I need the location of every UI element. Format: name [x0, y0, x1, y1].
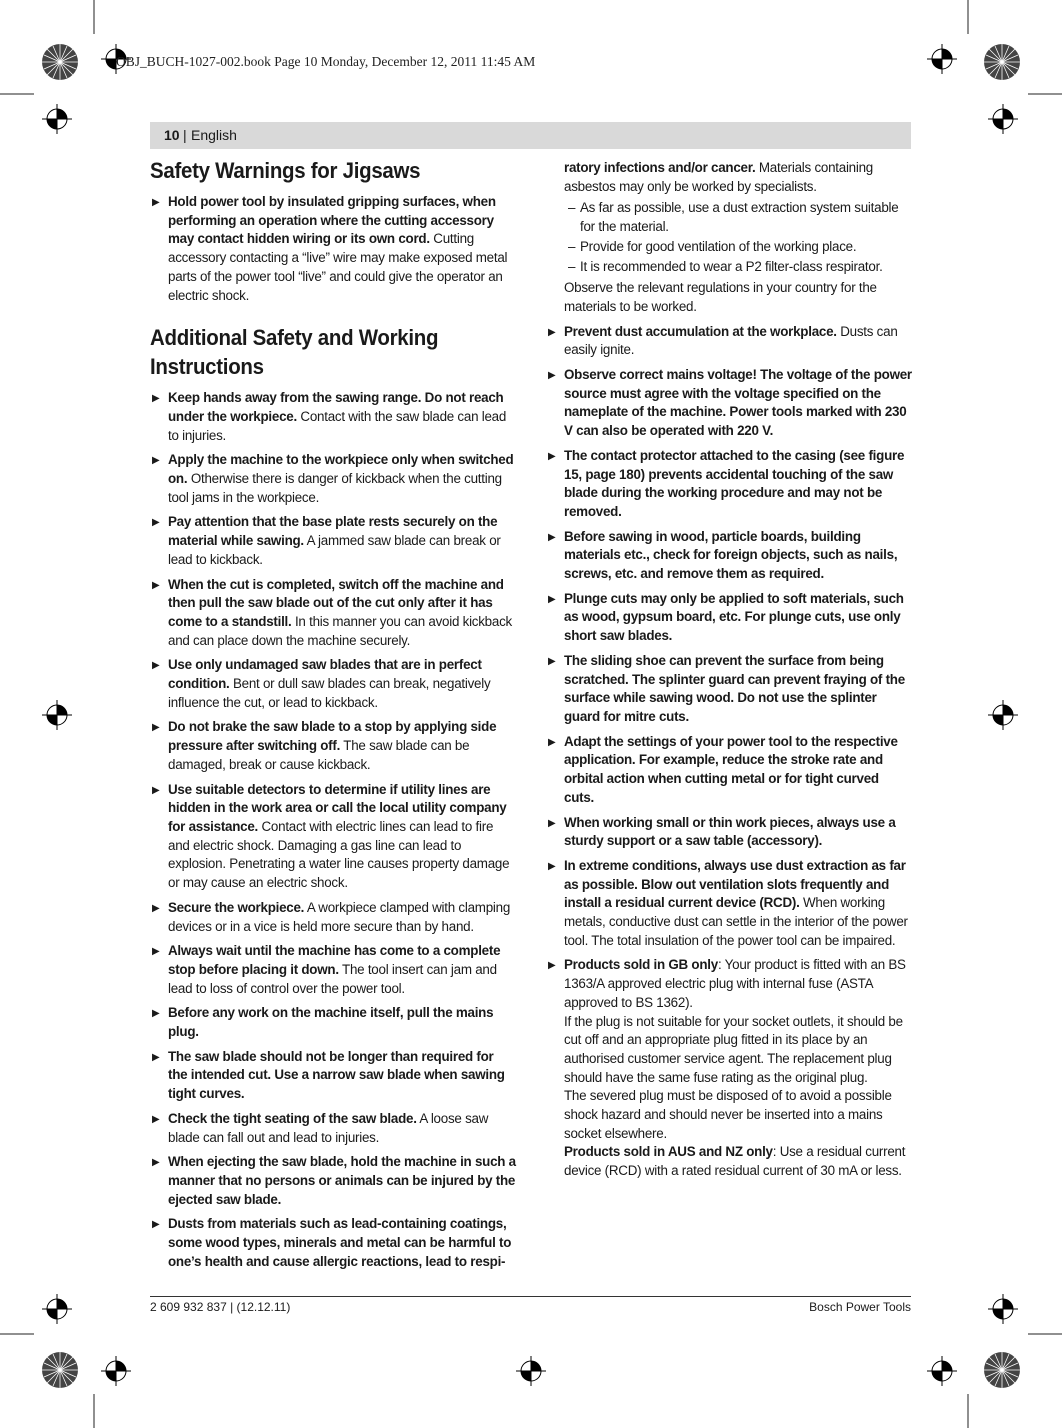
- list-item: ▶ Before any work on the machine itself, pull the mains plug.: [150, 1004, 516, 1041]
- observe-paragraph: Observe the relevant regulations in your country for the materials to be worked.: [564, 280, 877, 314]
- starburst-mark-icon: [982, 42, 1022, 82]
- list-item: ▶ Before sawing in wood, particle boards, building materials etc., check for foreign objects, such as nails, screws, etc. and remove them as required.: [546, 528, 912, 584]
- registration-target-icon: [516, 1356, 546, 1386]
- registration-target-icon: [42, 700, 72, 730]
- registration-target-icon: [42, 104, 72, 134]
- gb-plug-paragraph: If the plug is not suitable for your socket outlets, it should be cut off and an appropriate plug fitted in its place by an authorised customer service agent. The replacement plug should have the same fuse rating as the original plug.: [564, 1013, 903, 1085]
- starburst-mark-icon: [40, 42, 80, 82]
- list-item: ▶ Secure the workpiece. A workpiece clamped with clamping devices or in a vice is held more secure than by hand.: [150, 899, 516, 936]
- dash-item: – Provide for good ventilation of the working place.: [546, 238, 912, 257]
- footer-doc-number: 2 609 932 837 | (12.12.11): [150, 1300, 291, 1314]
- gb-products-item: ▶ Products sold in GB only: Your product is fitted with an BS 1363/A approved electric plug with internal fuse (ASTA approved to BS 1362). If the plug is not suitable for your socket outlets, it should be cut off and an appropriate plug fitted in its place by an authorised customer service agent. The replacement plug should have the same fuse rating as the original plug. The severed plug must be disposed of to avoid a possible shock hazard and should never be inserted into a mains socket elsewhere. Products sold in AUS and NZ only: Use a residual current device (RCD) with a rated residual current of 30 mA or less.: [546, 956, 912, 1180]
- continued-paragraph: ratory infections and/or cancer. Materials containing asbestos may only be worked by specialists.: [564, 160, 873, 194]
- dash-item: – As far as possible, use a dust extraction system suitable for the material.: [546, 199, 912, 236]
- list-item: ▶ When ejecting the saw blade, hold the machine in such a manner that no persons or animals can be injured by the ejected saw blade.: [150, 1153, 516, 1209]
- left-column: [150, 156, 516, 1277]
- right-column: [546, 159, 912, 1187]
- gb-severed-paragraph: The severed plug must be disposed of to avoid a possible shock hazard and should never be inserted into a mains socket elsewhere.: [564, 1088, 892, 1141]
- starburst-mark-icon: [982, 1350, 1022, 1390]
- list-item: ▶ Plunge cuts may only be applied to soft materials, such as wood, gypsum board, etc. For plunge cuts, use only short saw blades.: [546, 590, 912, 646]
- registration-target-icon: [988, 104, 1018, 134]
- registration-target-icon: [988, 1294, 1018, 1324]
- page-header: [150, 122, 911, 149]
- list-item: ▶ In extreme conditions, always use dust extraction as far as possible. Blow out ventilation slots frequently and install a residual current device (RCD). When working metals, conductive dust can settle in the interior of the power tool. The total insulation of the power tool can be impaired.: [546, 857, 912, 951]
- list-item: ▶ Check the tight seating of the saw blade. A loose saw blade can fall out and lead to injuries.: [150, 1110, 516, 1147]
- list-item: ▶ Adapt the settings of your power tool to the respective application. For example, reduce the stroke rate and orbital action when cutting metal or for tight curved cuts.: [546, 733, 912, 808]
- list-item: ▶ Pay attention that the base plate rests securely on the material while sawing. A jammed saw blade can break or lead to kickback.: [150, 513, 516, 569]
- registration-target-icon: [927, 44, 957, 74]
- list-item: ▶ The sliding shoe can prevent the surface from being scratched. The splinter guard can prevent fraying of the surface while sawing wood. Do not use the splinter guard for mitre cuts.: [546, 652, 912, 727]
- section-title-additional: Additional Safety and Working Instructions: [150, 325, 439, 380]
- list-item: ▶ Always wait until the machine has come to a complete stop before placing it down. The tool insert can jam and lead to loss of control over the power tool.: [150, 942, 516, 998]
- header-separator: |: [183, 127, 187, 143]
- list-item: ▶ Prevent dust accumulation at the workplace. Dusts can easily ignite.: [546, 323, 912, 360]
- list-item: ▶ Do not brake the saw blade to a stop by applying side pressure after switching off. The saw blade can be damaged, break or cause kickback.: [150, 718, 516, 774]
- registration-target-icon: [42, 1294, 72, 1324]
- list-item: ▶ Observe correct mains voltage! The voltage of the power source must agree with the voltage specified on the nameplate of the machine. Power tools marked with 230 V can also be operated with 220 V.: [546, 366, 912, 441]
- list-item: ▶ Use suitable detectors to determine if utility lines are hidden in the work area or call the local utility company for assistance. Contact with electric lines can lead to fire and electric shock. Damaging a gas line can lead to explosion. Penetrating a water line causes property damage or may cause an electric shock.: [150, 781, 516, 893]
- registration-target-icon: [101, 1356, 131, 1386]
- dash-item: – It is recommended to wear a P2 filter-class respirator.: [546, 258, 912, 277]
- header-language: English: [191, 127, 237, 143]
- footer-rule: [150, 1296, 911, 1297]
- list-item: ▶ When the cut is completed, switch off the machine and then pull the saw blade out of the cut only after it has come to a standstill. In this manner you can avoid kickback and can place down the machine securely.: [150, 576, 516, 651]
- print-slug: OBJ_BUCH-1027-002.book Page 10 Monday, December 12, 2011 11:45 AM: [116, 54, 536, 69]
- registration-target-icon: [988, 700, 1018, 730]
- footer-brand: Bosch Power Tools: [809, 1300, 911, 1314]
- list-item: ▶ When working small or thin work pieces, always use a sturdy support or a saw table (accessory).: [546, 814, 912, 851]
- list-item: ▶ Apply the machine to the workpiece only when switched on. Otherwise there is danger of kickback when the cutting tool jams in the workpiece.: [150, 451, 516, 507]
- starburst-mark-icon: [40, 1350, 80, 1390]
- section-title-jigsaws: Safety Warnings for Jigsaws: [150, 158, 421, 183]
- list-item: ▶ Use only undamaged saw blades that are in perfect condition. Bent or dull saw blades can break, negatively influence the cut, or lead to kickback.: [150, 656, 516, 712]
- list-item: ▶ The contact protector attached to the casing (see figure 15, page 180) prevents accidental touching of the saw blade during the working procedure and may not be removed.: [546, 447, 912, 522]
- page-number: 10: [164, 127, 180, 143]
- list-item: ▶ Keep hands away from the sawing range. Do not reach under the workpiece. Contact with the saw blade can lead to injuries.: [150, 389, 516, 445]
- list-item: ▶ Dusts from materials such as lead-containing coatings, some wood types, minerals and metal can be harmful to one’s health and cause allergic reactions, lead to respi-: [150, 1215, 516, 1271]
- registration-target-icon: [927, 1356, 957, 1386]
- list-item: ▶ The saw blade should not be longer than required for the intended cut. Use a narrow saw blade when sawing tight curves.: [150, 1048, 516, 1104]
- list-item: ▶ Hold power tool by insulated gripping surfaces, when performing an operation where the cutting accessory may contact hidden wiring or its own cord. Cutting accessory contacting a “live” wire may make exposed metal parts of the power tool “live” and could give the operator an electric shock.: [150, 193, 516, 305]
